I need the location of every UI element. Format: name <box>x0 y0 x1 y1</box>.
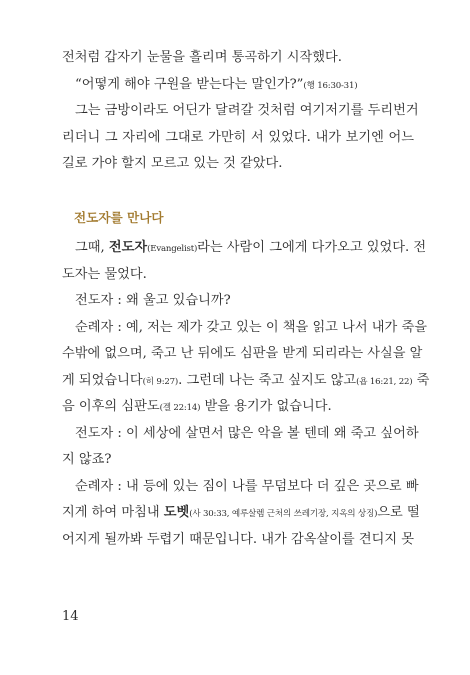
bible-reference: (히 9:27) <box>142 376 179 387</box>
text-line-content: 리더니 그 자리에 그대로 가만히 서 있었다. 내가 보기엔 어느 <box>62 129 414 145</box>
dialogue-line <box>62 344 423 364</box>
dialogue-line <box>62 397 414 417</box>
dialogue-text: 순례자 : 예, 저는 제가 갖고 있는 이 책을 읽고 나서 내가 죽을 <box>75 319 427 335</box>
text-span: 게 되었습니다 <box>62 372 143 388</box>
term-tophet: 도벳 <box>163 505 190 520</box>
dialogue-text: 전도자 : 왜 울고 있습니까? <box>75 293 231 308</box>
text-line-content: 그는 금방이라도 어딘가 달려갈 것처럼 여기저기를 두리번거 <box>75 103 419 118</box>
text-span: 받을 용기가 없습니다. <box>200 399 332 414</box>
text-span: 죽 <box>412 372 430 388</box>
text-span: 그때, <box>75 240 109 255</box>
quote-text: “어떻게 해야 구원을 받는다는 말인가?” <box>75 76 304 92</box>
text-line <box>62 101 419 121</box>
term-evangelist: 전도자 <box>108 240 148 255</box>
dialogue-text: 어지게 될까봐 두렵기 때문입니다. 내가 감옥살이를 견디지 못 <box>62 531 415 547</box>
text-span: 지게 하여 마침내 <box>62 505 164 520</box>
text-line <box>62 48 414 68</box>
dialogue-text: 순례자 : 내 등에 있는 짐이 나를 무덤보다 더 깊은 곳으로 빠 <box>75 478 419 494</box>
text-span: 으로 떨 <box>377 505 420 520</box>
text-line <box>62 154 414 174</box>
dialogue-text: 수밖에 없으며, 죽고 난 뒤에도 심판을 받게 되리라는 사실을 알 <box>62 346 423 361</box>
dialogue-line <box>62 503 420 523</box>
dialogue-line <box>62 291 414 311</box>
text-line <box>62 238 427 258</box>
book-page-body <box>62 48 430 550</box>
text-span: . 그런데 나는 죽고 싶지도 않고 <box>178 372 357 388</box>
dialogue-text: 지 않죠? <box>62 452 112 467</box>
text-line-content: 길로 가야 할지 모르고 있는 것 같았다. <box>62 156 283 171</box>
term-gloss: (사 30:33, 예루살렘 근처의 쓰레기장, 지옥의 상징) <box>189 509 378 519</box>
bible-reference: (겔 22:14) <box>159 403 201 413</box>
dialogue-line <box>62 371 430 391</box>
text-line <box>62 265 414 285</box>
dialogue-text: 전도자 : 이 세상에 살면서 많은 악을 볼 텐데 왜 죽고 싶어하 <box>75 425 419 441</box>
quote-line <box>62 75 414 95</box>
dialogue-line <box>62 530 414 550</box>
bible-reference: (행 16:30-31) <box>303 80 358 91</box>
page-number: 14 <box>62 609 79 624</box>
text-line <box>62 128 414 148</box>
dialogue-line <box>62 424 419 444</box>
text-line-content: 전처럼 갑자기 눈물을 흘리며 통곡하기 시작했다. <box>62 50 342 65</box>
dialogue-line <box>62 450 414 470</box>
text-span: 라는 사람이 그에게 다가오고 있었다. 전 <box>197 240 427 255</box>
section-title: 전도자를 만나다 <box>74 210 164 225</box>
bible-reference: (욥 16:21, 22) <box>356 376 413 387</box>
term-gloss: (Evangelist) <box>147 244 198 254</box>
dialogue-line <box>62 477 419 497</box>
dialogue-line <box>62 318 427 338</box>
text-span: 음 이후의 심판도 <box>62 399 160 414</box>
text-line-content: 도자는 물었다. <box>62 266 147 282</box>
